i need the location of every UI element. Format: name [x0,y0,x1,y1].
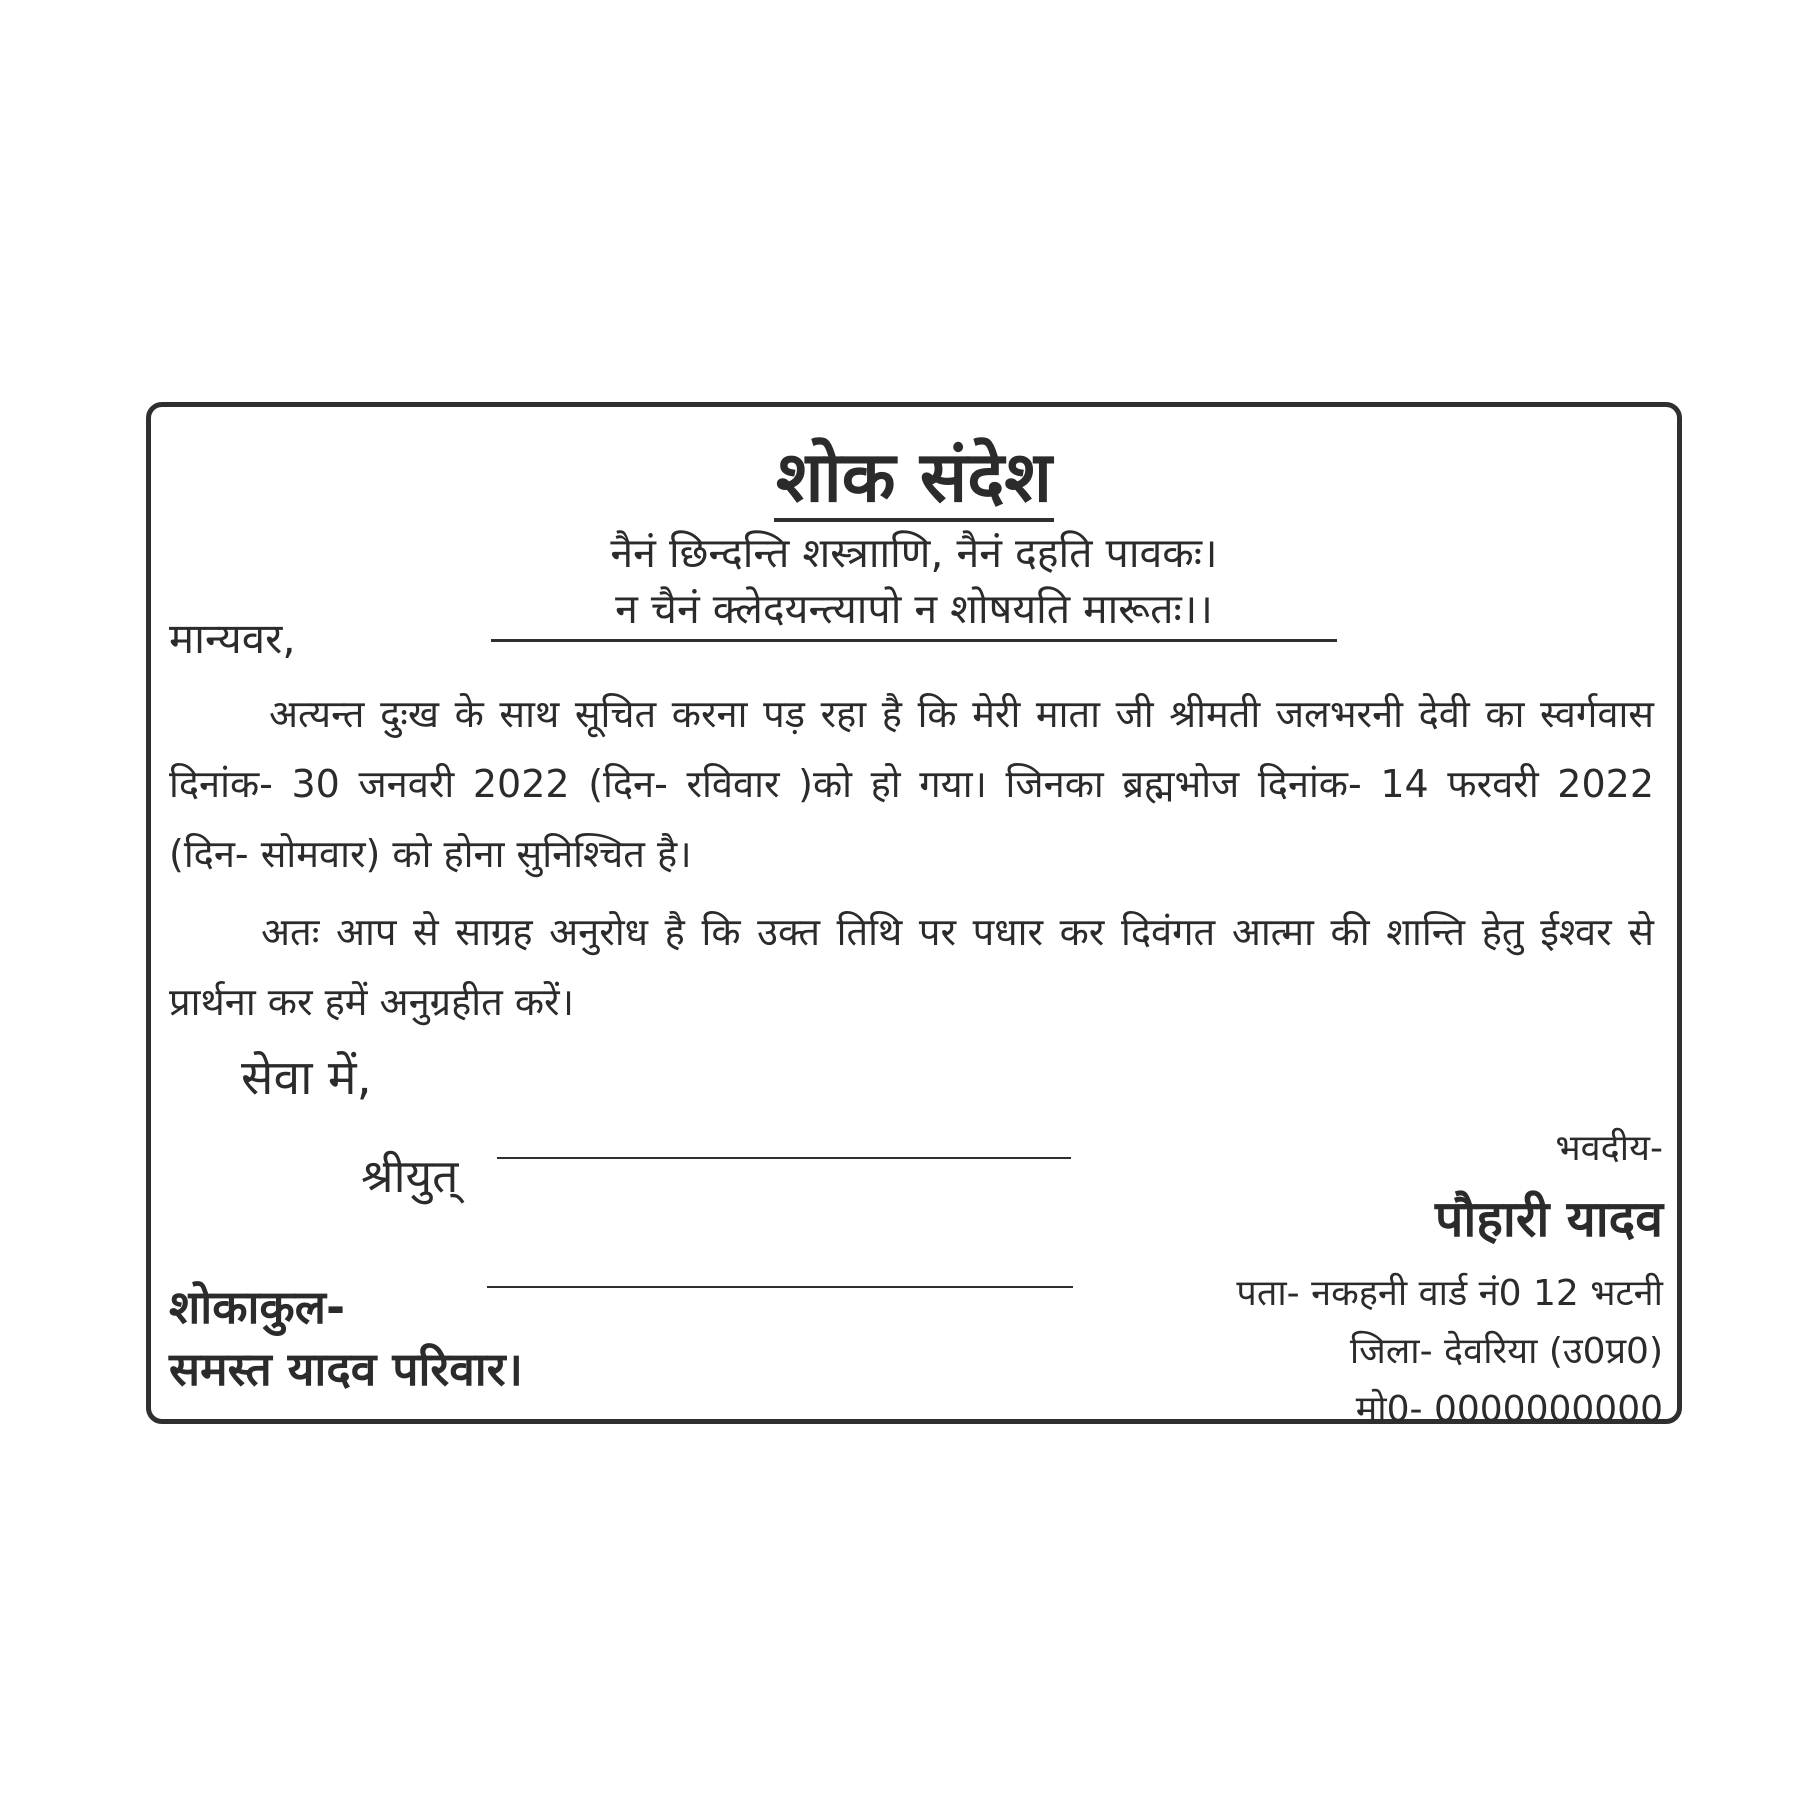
addressee-prefix: श्रीयुत् [361,1149,459,1203]
sign-off: भवदीय- [1555,1128,1663,1169]
shloka-line-2: न चैनं क्लेदयन्त्यापो न शोषयति मारूतः।। [615,585,1213,633]
sender-name: पौहारी यादव [1435,1190,1663,1248]
salutation: मान्यवर, [169,614,296,663]
condolence-card [146,402,1682,1430]
addressee-address-blank [487,1286,1073,1288]
title-text: शोक संदेश [774,438,1054,522]
message-paragraph-2-text: अतः आप से साग्रह अनुरोध है कि उक्त तिथि पर पधार कर दिवंगत आत्मा की शान्ति हेतु ईश्वर से प्रार्थना कर हमें अनुग्रहीत करें। [169,910,1654,1024]
sender-mobile: मो0- 0000000000 [1355,1389,1663,1430]
card-title [151,435,1677,522]
shloka-underline [491,639,1337,642]
shloka-line-1: नैनं छिन्दन्ति शस्त्रााणि, नैनं दहति पावकः। [610,529,1218,577]
message-paragraph-1-text: अत्यन्त दुःख के साथ सूचित करना पड़ रहा है कि मेरी माता जी श्रीमती जलभरनी देवी का स्वर्गवास दिनांक- 30 जनवरी 2022 (दिन- रविवार )को हो गया। जिनका ब्रह्मभोज दिनांक- 14 फरवरी 2022 (दिन- सोमवार) को होना सुनिश्चित है। [169,692,1654,876]
sender-address: पता- नकहनी वार्ड नं0 12 भटनी [1236,1273,1663,1314]
message-paragraph-2 [169,897,1654,1037]
addressee-heading: सेवा में, [241,1050,372,1106]
mourners-family: समस्त यादव परिवार। [169,1342,523,1396]
message-paragraph-1 [169,679,1654,889]
mourners-label: शोकाकुल- [169,1280,346,1334]
sender-district: जिला- देवरिया (उ0प्र0) [1349,1331,1663,1372]
addressee-name-blank [497,1157,1071,1159]
